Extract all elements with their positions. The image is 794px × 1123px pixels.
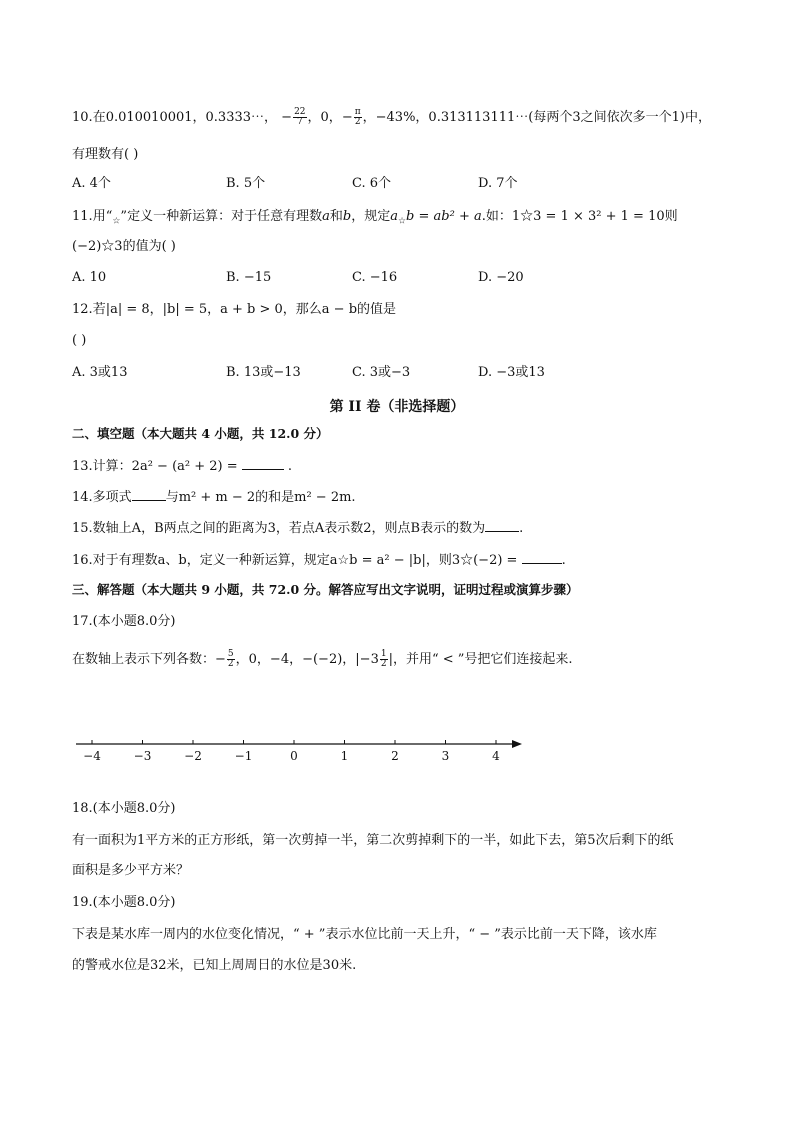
q17-mixed-den: 2 <box>380 659 387 669</box>
arrow-right-icon <box>512 740 522 748</box>
q18-line1: 有一面积为1平方米的正方形纸，第一次剪掉一半，第二次剪掉剩下的一半，如此下去，第5次后剩下的纸 <box>72 833 674 848</box>
q10-text-a: 在0.010010001，0.3333⋯， <box>92 110 278 125</box>
q10-line2: 有理数有( ) <box>72 147 139 162</box>
q17-frac-num: 5 <box>227 649 234 659</box>
q17-text-a: 在数轴上表示下列各数： <box>72 652 216 667</box>
q13-answer-blank[interactable] <box>242 457 284 470</box>
number-line-tick-label: 2 <box>391 749 399 763</box>
q12-option-a[interactable]: A. 3或13 <box>72 365 128 380</box>
q10-line1 <box>72 108 711 127</box>
q16-text-a: 16.对于有理数a、b，定义一种新运算，规定a☆b = a² − |b|，则3☆(−2) = <box>72 553 522 568</box>
q12-line1 <box>72 301 396 319</box>
q10-frac1-sign: − <box>281 110 293 125</box>
q19-line1: 下表是某水库一周内的水位变化情况，“ + ”表示水位比前一天上升，“ − ”表示比前一天下降，该水库 <box>72 927 657 942</box>
part2-title: 第 II 卷（非选择题） <box>329 399 465 415</box>
q17-text <box>72 650 573 669</box>
q10-frac2-den: 2 <box>354 117 361 127</box>
q17-mixed-num: 1 <box>380 649 387 659</box>
star-icon: ☆ <box>112 216 121 227</box>
q11-example: 1☆3 = 1 × 3² + 1 = 10 <box>511 209 665 224</box>
q12-line2: ( ) <box>72 333 87 348</box>
section3-heading: 三、解答题（本大题共 9 小题，共 72.0 分。解答应写出文字说明，证明过程或演算步骤） <box>72 582 579 597</box>
q14-answer-blank[interactable] <box>132 488 166 501</box>
q10-option-c[interactable]: C. 6个 <box>352 176 392 191</box>
q11-option-c[interactable]: C. −16 <box>352 270 398 285</box>
q16-text-b: . <box>561 553 566 568</box>
q17-header: 17.(本小题8.0分) <box>72 614 176 629</box>
q16-answer-blank[interactable] <box>522 551 562 564</box>
q19-header: 19.(本小题8.0分) <box>72 895 176 910</box>
q12-text: 若|a| = 8，|b| = 5，a + b > 0，那么a − b的值是 <box>92 302 397 317</box>
q10-frac1-num: 22 <box>294 107 306 117</box>
q11-text-a: 用“ <box>92 209 113 224</box>
q10-text-b: ，−43%，0.313113111⋯(每两个3之间依次多一个1)中， <box>362 110 711 125</box>
q17-text-c: |，并用“ < ”号把它们连接起来. <box>388 652 573 667</box>
q12-option-d[interactable]: D. −3或13 <box>478 365 545 380</box>
q15-text-a: 15.数轴上A，B两点之间的距离为3，若点A表示数2，则点B表示的数为 <box>72 521 486 536</box>
q13-text-a: 13.计算：2a² − (a² + 2) = <box>72 459 242 474</box>
q11-option-a[interactable]: A. 10 <box>72 270 107 285</box>
section2-heading: 二、填空题（本大题共 4 小题，共 12.0 分） <box>72 426 329 441</box>
number-line-tick-label: −2 <box>184 749 202 763</box>
q11-number: 11. <box>72 209 93 224</box>
number-line-tick-label: −4 <box>83 749 101 763</box>
number-line-tick-label: 4 <box>492 749 500 763</box>
q17-frac-den: 2 <box>227 659 234 669</box>
q12-option-c[interactable]: C. 3或−3 <box>352 365 411 380</box>
q11-var-a: a <box>322 209 330 224</box>
q11-option-d[interactable]: D. −20 <box>478 270 524 285</box>
q16-line <box>72 551 566 570</box>
number-line-tick-label: −1 <box>234 749 253 763</box>
q12-option-b[interactable]: B. 13或−13 <box>226 365 301 380</box>
number-line-tick-label: 0 <box>290 749 298 763</box>
q17-frac-sign: − <box>215 652 226 667</box>
q10-frac2-sign: − <box>341 110 353 125</box>
q11-then: 则 <box>664 209 678 224</box>
q10-option-a[interactable]: A. 4个 <box>72 176 111 191</box>
q17-mixed-fraction <box>380 650 388 669</box>
number-line-tick-label: 1 <box>340 749 349 763</box>
q11-line1 <box>72 208 678 231</box>
q10-number: 10. <box>72 110 93 125</box>
q11-var-b: b <box>342 209 352 224</box>
q11-line2: (−2)☆3的值为( ) <box>72 239 176 254</box>
number-line-tick-label: −3 <box>133 749 152 763</box>
number-line-tick-label: 3 <box>441 749 450 763</box>
q12-number: 12. <box>72 302 93 317</box>
q11-def-b: b <box>406 209 415 224</box>
q11-example-label: .如： <box>481 209 512 224</box>
q17-text-b: ，0，−4，−(−2)，|−3 <box>235 652 379 667</box>
q10-fraction-pi-2 <box>354 108 362 127</box>
q11-def-rhs: = ab² + a <box>414 209 482 224</box>
q11-and: 和 <box>329 209 343 224</box>
q10-option-b[interactable]: B. 5个 <box>226 176 266 191</box>
q18-line2: 面积是多少平方米？ <box>72 863 190 878</box>
q11-text-c: ，规定 <box>351 209 391 224</box>
q15-answer-blank[interactable] <box>485 519 519 532</box>
q10-frac2-num: π <box>354 107 361 117</box>
q11-def-a: a <box>390 209 398 224</box>
q11-text-b: ”定义一种新运算：对于任意有理数 <box>120 209 323 224</box>
q13-text-b: . <box>283 459 293 474</box>
star-icon: ☆ <box>397 216 407 227</box>
q10-mid: ，0， <box>307 110 342 125</box>
q15-line <box>72 519 523 538</box>
q10-frac1-den: 7 <box>296 117 303 127</box>
number-line <box>70 730 530 766</box>
q17-fraction-5-2 <box>227 650 235 669</box>
q10-option-d[interactable]: D. 7个 <box>478 176 518 191</box>
q10-fraction-22-7 <box>293 108 306 127</box>
q19-line2: 的警戒水位是32米，已知上周周日的水位是30米. <box>72 958 357 973</box>
q14-text-a: 14.多项式 <box>72 490 132 505</box>
q15-text-b: . <box>519 521 524 536</box>
q11-option-b[interactable]: B. −15 <box>226 270 272 285</box>
q18-header: 18.(本小题8.0分) <box>72 801 176 816</box>
q14-line <box>72 488 356 507</box>
q14-text-b: 与m² + m − 2的和是m² − 2m. <box>165 490 356 505</box>
q13-line <box>72 457 292 476</box>
